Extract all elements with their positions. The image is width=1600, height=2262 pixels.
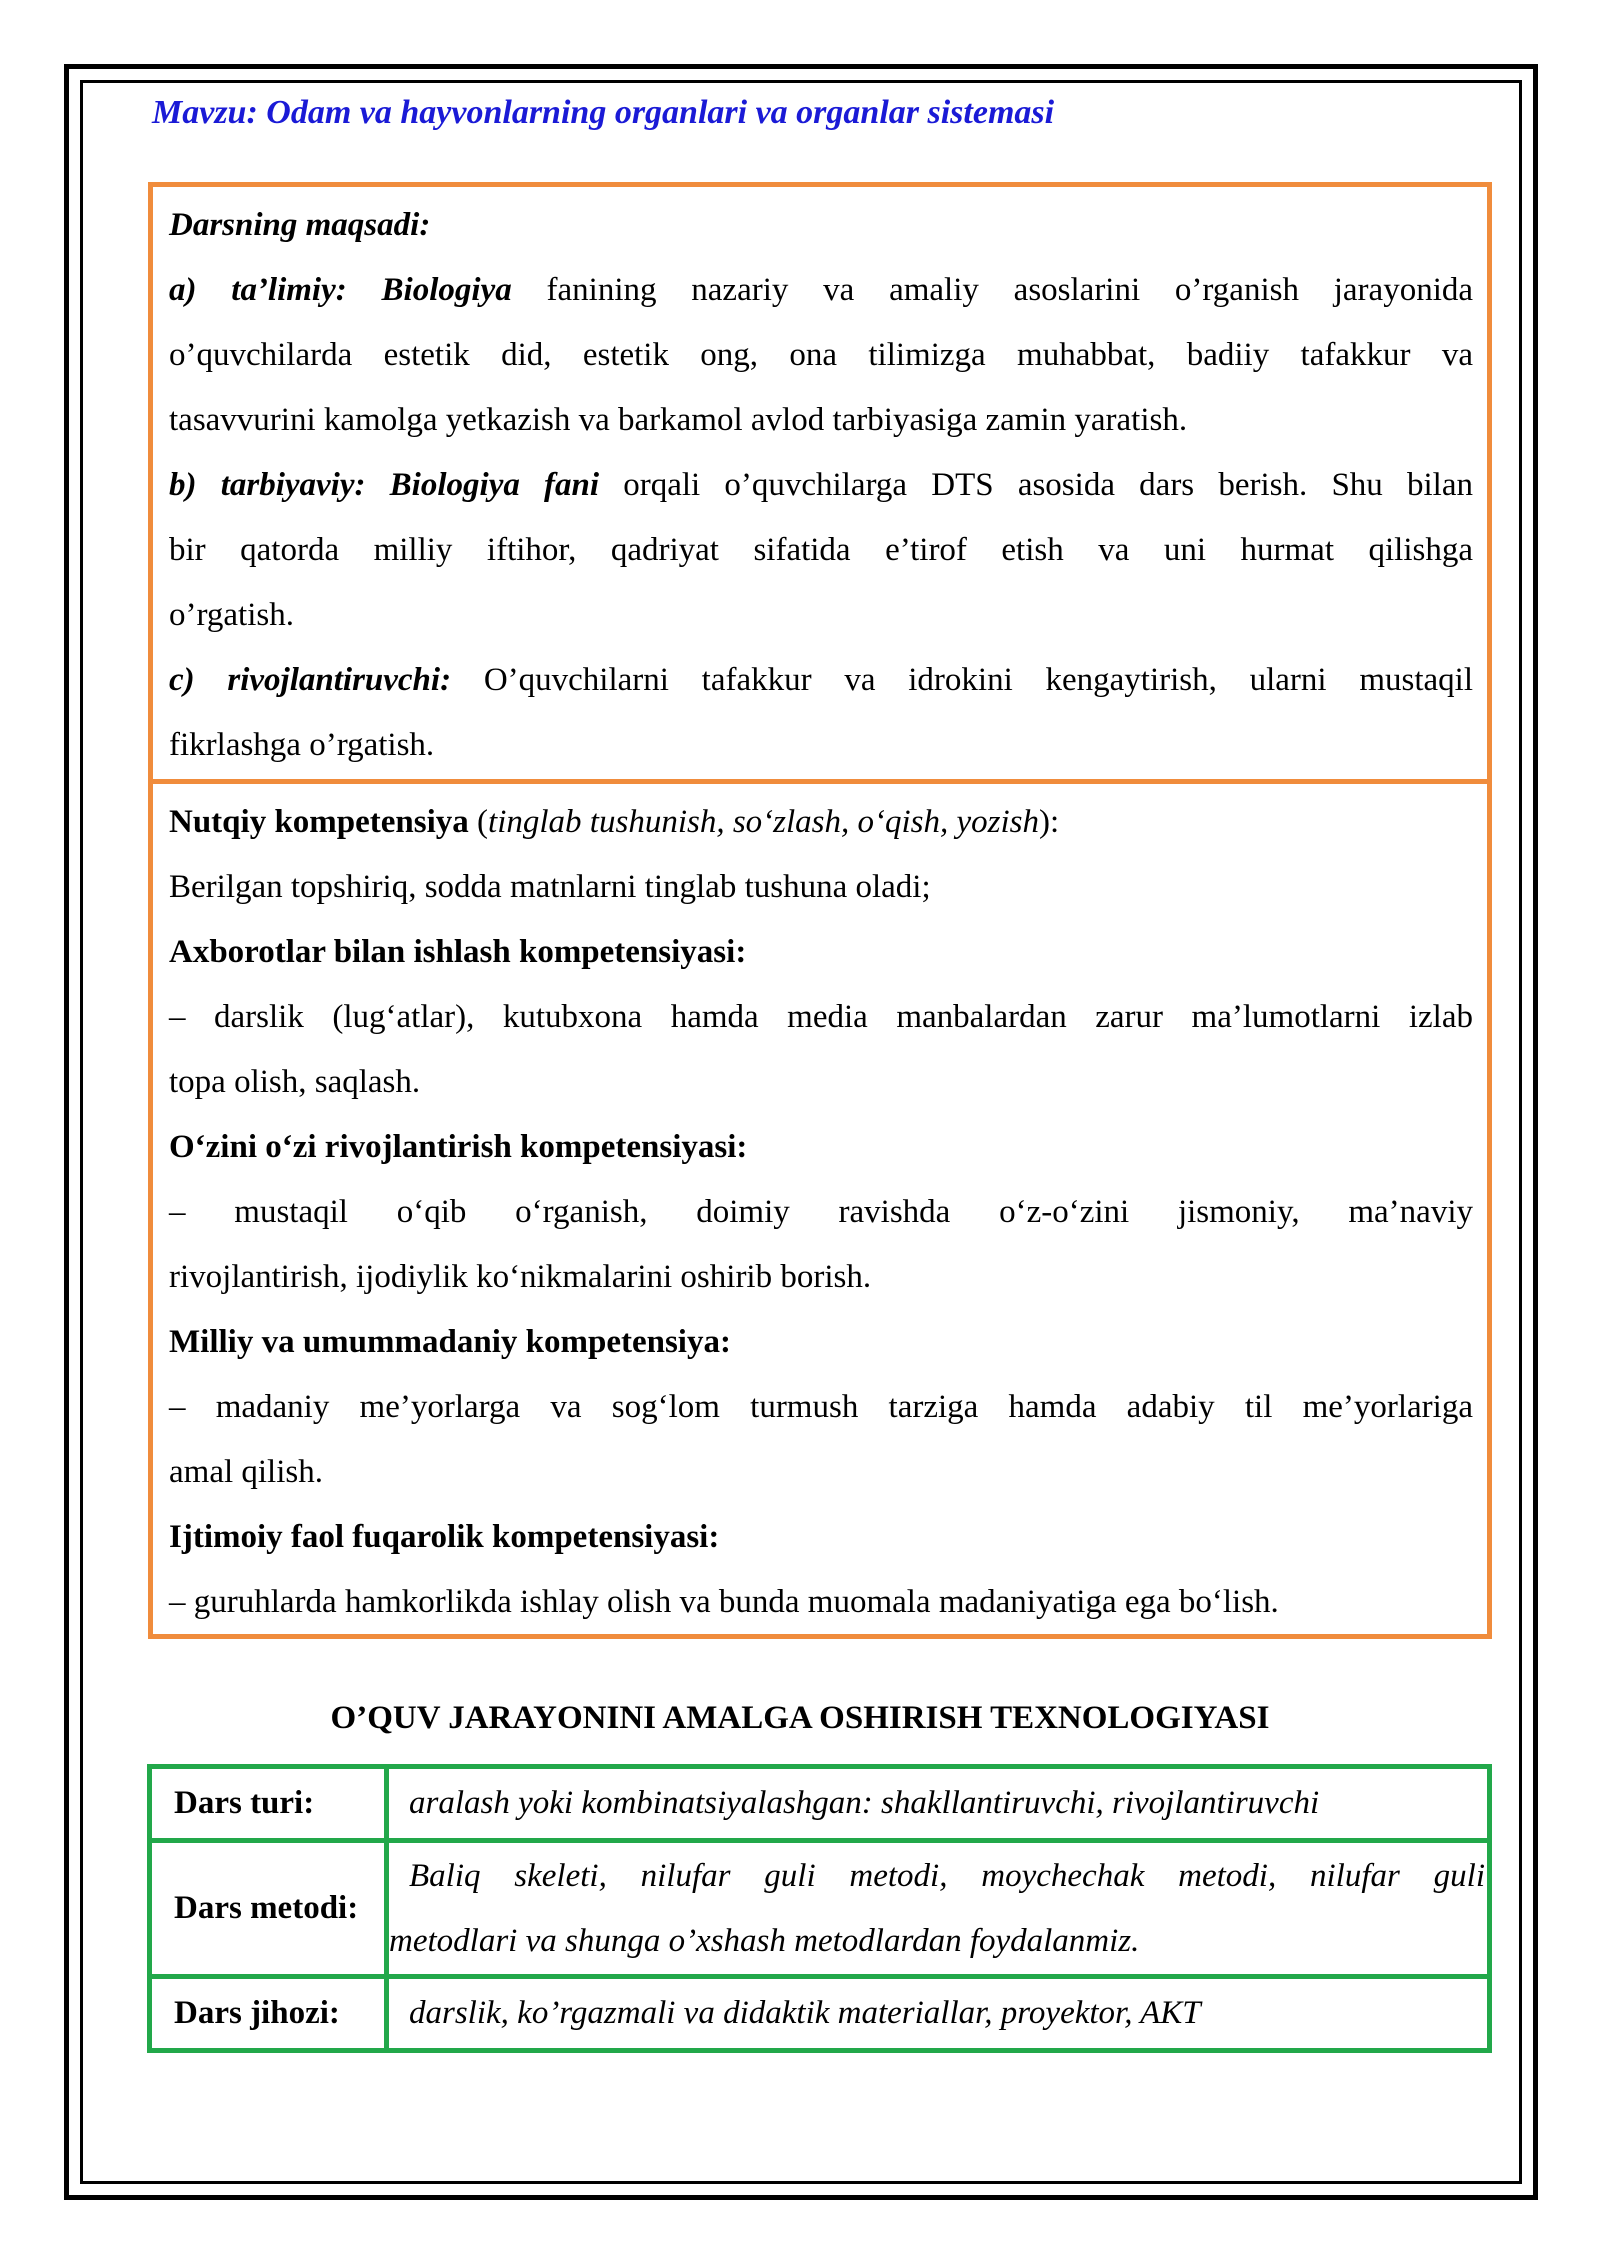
technology-title: O’QUV JARAYONINI AMALGA OSHIRISH TEXNOLOGIYASI xyxy=(330,1700,1270,1736)
lesson-equipment-label: Dars jihozi: xyxy=(150,1977,387,2051)
goal-b-line-1: b) tarbiyaviy: Biologiya fani orqali o’quvchilarga DTS asosida dars berish. Shu bilan xyxy=(169,467,1473,503)
lesson-topic: Mavzu: Odam va hayvonlarning organlari va organlar sistemasi xyxy=(152,94,1055,131)
info-competency-line-2: topa olish, saqlash. xyxy=(169,1064,421,1100)
national-competency-line-1: – madaniy me’yorlarga va sog‘lom turmush tarziga hamda adabiy til me’yorlariga xyxy=(169,1389,1473,1425)
speech-competency-title: Nutqiy kompetensiya (tinglab tushunish, so‘zlash, o‘qish, yozish): xyxy=(169,804,1060,840)
info-competency-line-1: – darslik (lug‘atlar), kutubxona hamda media manbalardan zarur ma’lumotlarni izlab xyxy=(169,999,1473,1035)
goal-b-line-2: bir qatorda milliy iftihor, qadriyat sifatida e’tirof etish va uni hurmat qilishga xyxy=(169,532,1473,568)
lesson-type-value: aralash yoki kombinatsiyalashgan: shakllantiruvchi, rivojlantiruvchi xyxy=(387,1767,1490,1841)
technology-table xyxy=(147,1764,1492,2053)
lesson-type-label: Dars turi: xyxy=(150,1767,387,1841)
self-competency-line-2: rivojlantirish, ijodiylik ko‘nikmalarini oshirib borish. xyxy=(169,1259,872,1295)
lesson-method-label: Dars metodi: xyxy=(150,1841,387,1977)
goal-a-line-2: o’quvchilarda estetik did, estetik ong, ona tilimizga muhabbat, badiiy tafakkur va xyxy=(169,337,1473,373)
goal-b-line-3: o’rgatish. xyxy=(169,597,294,633)
info-competency-title: Axborotlar bilan ishlash kompetensiyasi: xyxy=(169,934,747,970)
lesson-method-value xyxy=(387,1841,1490,1977)
civic-competency-line-1: – guruhlarda hamkorlikda ishlay olish va bunda muomala madaniyatiga ega bo‘lish. xyxy=(169,1584,1279,1620)
table-row xyxy=(150,1977,1490,2051)
lesson-goals-box xyxy=(148,182,1492,784)
national-competency-title: Milliy va umummadaniy kompetensiya: xyxy=(169,1324,731,1360)
lesson-method-line-2: metodlari va shunga o’xshash metodlardan foydalanmiz. xyxy=(389,1922,1140,1959)
goal-a-line-3: tasavvurini kamolga yetkazish va barkamol avlod tarbiyasiga zamin yaratish. xyxy=(169,402,1188,438)
lesson-equipment-value: darslik, ko’rgazmali va didaktik materiallar, proyektor, AKT xyxy=(387,1977,1490,2051)
national-competency-line-2: amal qilish. xyxy=(169,1454,323,1490)
goal-c-line-2: fikrlashga o’rgatish. xyxy=(169,727,435,763)
goal-a-line-1: a) ta’limiy: Biologiya fanining nazariy va amaliy asoslarini o’rganish jarayonida xyxy=(169,272,1474,308)
competencies-box xyxy=(148,779,1492,1639)
civic-competency-title: Ijtimoiy faol fuqarolik kompetensiyasi: xyxy=(169,1519,720,1555)
table-row xyxy=(150,1767,1490,1841)
goal-c-line-1: c) rivojlantiruvchi: O’quvchilarni tafakkur va idrokini kengaytirish, ularni mustaqil xyxy=(169,662,1474,698)
self-competency-line-1: – mustaqil o‘qib o‘rganish, doimiy ravishda o‘z-o‘zini jismoniy, ma’naviy xyxy=(169,1194,1473,1230)
lesson-method-line-1: Baliq skeleti, nilufar guli metodi, moychechak metodi, nilufar guli xyxy=(409,1857,1485,1894)
goals-heading: Darsning maqsadi: xyxy=(169,207,431,243)
self-competency-title: O‘zini o‘zi rivojlantirish kompetensiyasi: xyxy=(169,1129,748,1165)
table-row xyxy=(150,1841,1490,1977)
speech-competency-text: Berilgan topshiriq, sodda matnlarni tinglab tushuna oladi; xyxy=(169,869,931,905)
